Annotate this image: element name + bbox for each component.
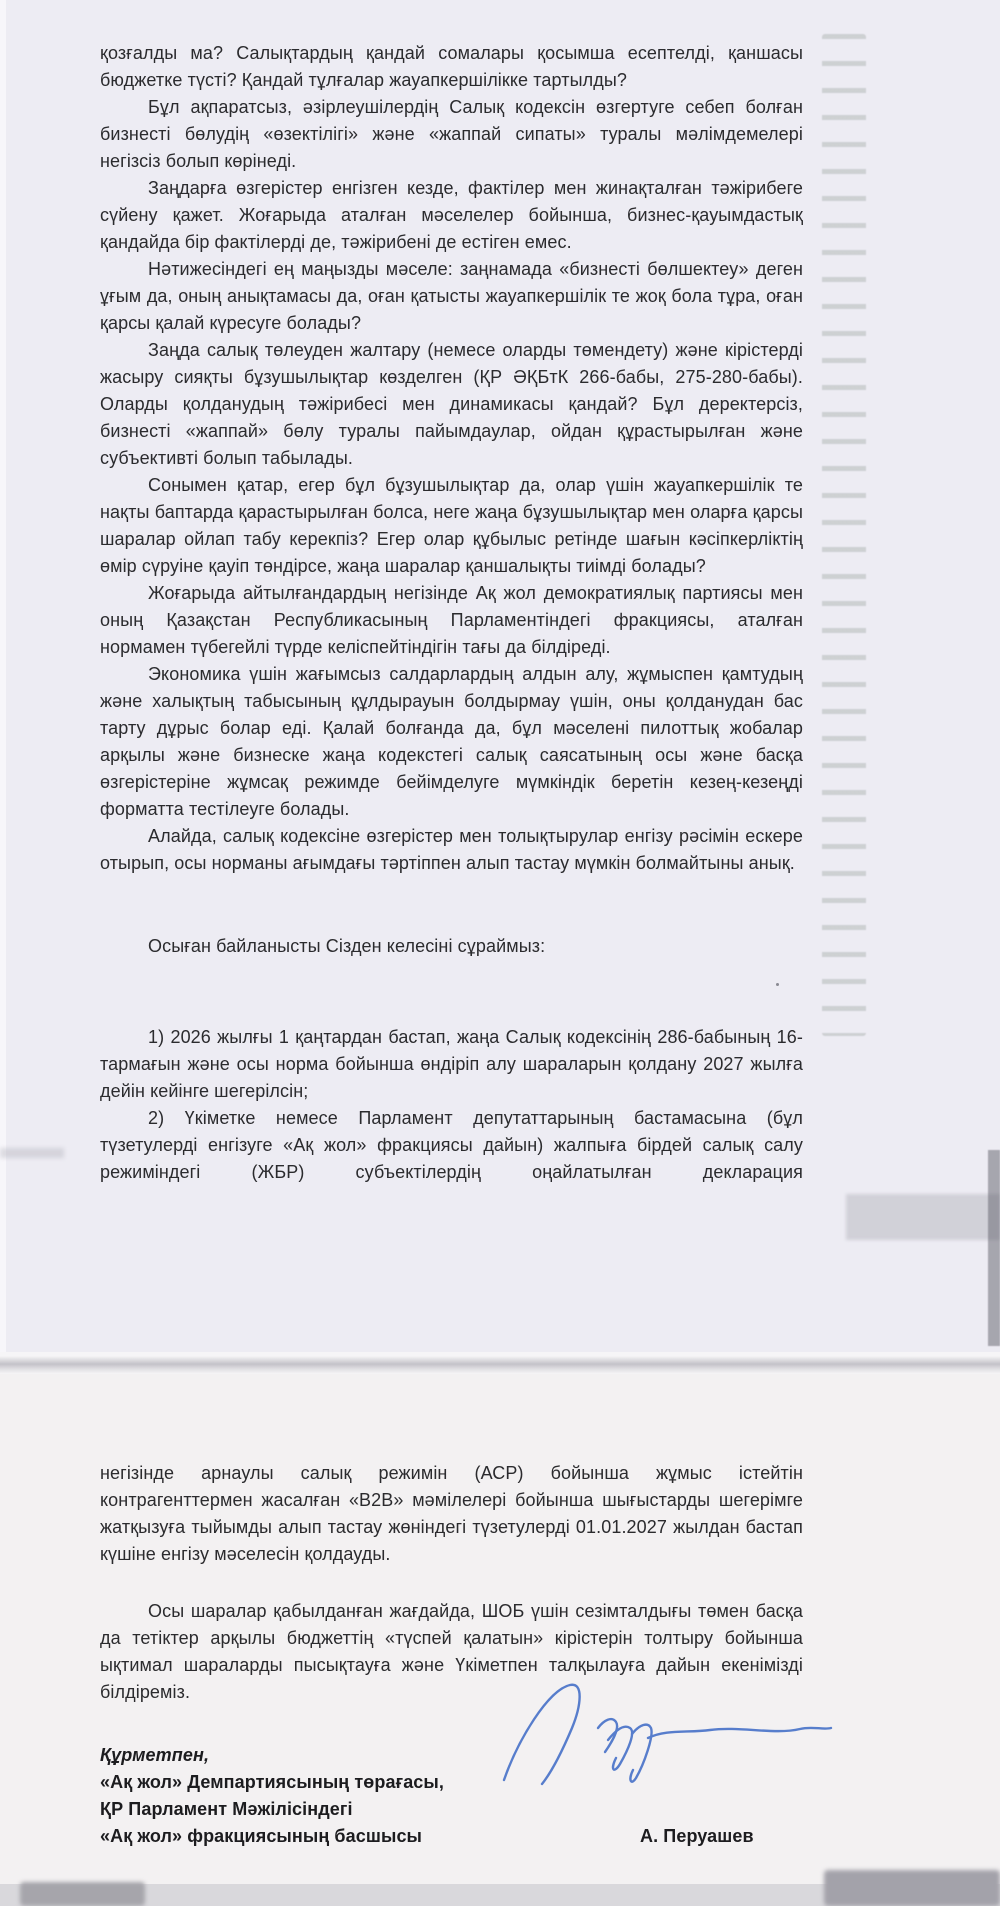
page-2-scan (0, 1374, 1000, 1906)
request-item-2: 2) Үкіметке немесе Парламент депутаттарының бастамасына (бұл түзетулерді енгізуге «Ақ жол» фракциясы дайын) жалпыға бірдей салық салу режиміндегі (ЖБР) субъектілердің оңайлатылған декларация (100, 1108, 803, 1182)
request-intro-line: Осыған байланысты Сізден келесіні сұраймыз: (148, 936, 546, 956)
signer-name: А. Перуашев (640, 1826, 754, 1846)
paragraph: Экономика үшін жағымсыз салдарлардың алдын алу, жұмыспен қамтудың және халықтың табысының құлдырауын болдырмау үшін, оны қолданудан бас тарту дұрыс болар еді. Қалай болғанда да, бұл мәселені пилоттық жобалар арқылы және бизнеске жаңа кодекстегі салық саясатының осы және басқа өзгерістеріне жұмсақ режимде бейімделуге мүмкіндік беретін кезең-кезеңді форматта тестілеуге болады. (100, 664, 803, 819)
paragraph: қозғалды ма? Салықтардың қандай сомалары қосымша есептелді, қаншасы бюджетке түсті? Қандай тұлғалар жауапкершілікке тартылды? (100, 43, 803, 90)
paragraph: Жоғарыда айтылғандардың негізінде Ақ жол демократиялық партиясы мен оның Қазақстан Республикасының Парламентіндегі фракциясы, аталған нормамен түбегейлі түрде келіспейтіндігін тағы да білдіреді. (100, 583, 803, 657)
paragraph: Сонымен қатар, егер бұл бұзушылықтар да, олар үшін жауапкершілік те нақты баптарда қарастырылған болса, неге жаңа бұзушылықтар мен оларға қарсы шаралар ойлап табу керекпіз? Егер олар құбылыс ретінде шағын кәсіпкерліктің өмір сүруіне қауіп төндірсе, жаңа шаралар қаншалықты тиімді болады? (100, 475, 803, 576)
signer-title-line: ҚР Парламент Мәжілісіндегі (100, 1799, 353, 1819)
request-item-1: 1) 2026 жылғы 1 қаңтардан бастап, жаңа Салық кодексінің 286-бабының 16-тармағын және осы норма бойынша өндіріп алу шараларын қолдану 2027 жылға дейін кейінге шегерілсін; (100, 1027, 803, 1101)
paragraph: Нәтижесіндегі ең маңызды мәселе: заңнамада «бизнесті бөлшектеу» деген ұғым да, оның анықтамасы да, оған қатысты жауапкершілік те жоқ бола тұра, оған қарсы қалай күресуге болады? (100, 259, 803, 333)
paragraph: негізінде арнаулы салық режимін (АСР) бойынша жұмыс істейтін контрагенттермен жасалған «В2В» мәмілелері бойынша шығыстарды шегерімге жатқызуға тыйымды алып тастау жөніндегі түзетулерді 01.01.2027 жылдан бастап күшіне енгізу мәселесін қолдауды. (100, 1463, 803, 1564)
paragraph: Осы шаралар қабылданған жағдайда, ШОБ үшін сезімталдығы төмен басқа да тетіктер арқылы бюджеттің «түспей қалатын» кірістерін толтыру бойынша ықтимал шараларды пысықтауға және Үкіметпен талқылауға дайын екенімізді білдіреміз. (100, 1601, 803, 1702)
paragraph: Бұл ақпаратсыз, әзірлеушілердің Салық кодексін өзгертуге себеп болған бизнесті бөлудің «өзектілігі» және «жаппай сипаты» туралы мәлімдемелері негізсіз болып көрінеді. (100, 97, 803, 171)
paragraph: Заңдарға өзгерістер енгізген кезде, фактілер мен жинақталған тәжірибеге сүйену қажет. Жоғарыда аталған мәселелер бойынша, бизнес-қауымдастық қандайда бір фактілерді де, тәжірибені де естіген емес. (100, 178, 803, 252)
paragraph: Алайда, салық кодексіне өзгерістер мен толықтырулар енгізу рәсімін ескере отырып, осы норманы ағымдағы тәртіппен алып тастау мүмкін болмайтыны анық. (100, 826, 803, 873)
signer-title-line: «Ақ жол» Демпартиясының төрағасы, (100, 1772, 444, 1792)
page-break-shadow (0, 1356, 1000, 1374)
signer-title-line: «Ақ жол» фракциясының басшысы (100, 1826, 423, 1846)
closing-salutation: Құрметпен, (100, 1745, 210, 1765)
handwritten-signature-icon (490, 1678, 840, 1788)
paragraph: Заңда салық төлеуден жалтару (немесе оларды төмендету) және кірістерді жасыру сияқты бұзушылықтар көзделген (ҚР ӘҚБтК 266-бабы, 275-280-бабы). Оларды қолданудың тәжірибесі мен динамикасы қандай? Бұл деректерсіз, бизнесті «жаппай» бөлу туралы пайымдаулар, ойдан құрастырылған және субъективті болып табылады. (100, 340, 803, 468)
